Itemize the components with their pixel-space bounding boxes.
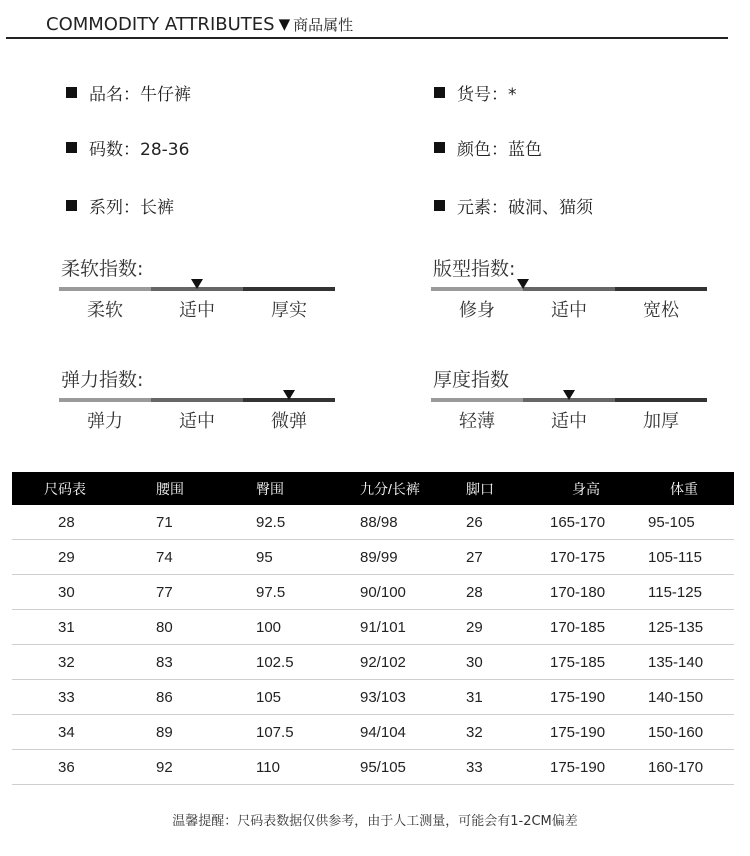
table-cell: 105 xyxy=(252,680,356,715)
thickness-index-label: 适中 xyxy=(551,411,587,432)
elasticity-index-title: 弹力指数: xyxy=(61,369,144,391)
table-cell: 170-175 xyxy=(542,540,640,575)
square-bullet-icon xyxy=(434,200,445,211)
table-cell: 90/100 xyxy=(356,575,460,610)
attribute-text: 码数：28-36 xyxy=(89,139,190,160)
table-cell: 28 xyxy=(12,505,152,540)
section-header xyxy=(46,12,353,36)
softness-index-marker xyxy=(191,279,203,289)
column-header: 尺码表 xyxy=(12,472,152,505)
table-cell: 175-190 xyxy=(542,715,640,750)
table-cell: 28 xyxy=(460,575,542,610)
table-cell: 27 xyxy=(460,540,542,575)
column-header: 腰围 xyxy=(152,472,252,505)
softness-index-title: 柔软指数: xyxy=(61,258,144,280)
table-cell: 26 xyxy=(460,505,542,540)
table-cell: 29 xyxy=(12,540,152,575)
table-row xyxy=(12,715,734,750)
table-row xyxy=(12,575,734,610)
table-row xyxy=(12,505,734,540)
fit-index-marker xyxy=(517,279,529,289)
table-cell: 30 xyxy=(460,645,542,680)
table-cell: 31 xyxy=(460,680,542,715)
softness-index-label: 柔软 xyxy=(87,300,123,321)
table-cell: 175-185 xyxy=(542,645,640,680)
table-cell: 107.5 xyxy=(252,715,356,750)
table-cell: 92/102 xyxy=(356,645,460,680)
table-cell: 150-160 xyxy=(640,715,734,750)
table-cell: 95-105 xyxy=(640,505,734,540)
table-cell: 80 xyxy=(152,610,252,645)
attribute-text: 品名：牛仔裤 xyxy=(89,84,191,105)
fit-index-label: 宽松 xyxy=(643,300,679,321)
thickness-index-label: 加厚 xyxy=(643,411,679,432)
table-cell: 29 xyxy=(460,610,542,645)
table-cell: 110 xyxy=(252,750,356,785)
elasticity-index-label: 弹力 xyxy=(87,411,123,432)
table-cell: 77 xyxy=(152,575,252,610)
table-cell: 170-180 xyxy=(542,575,640,610)
table-row xyxy=(12,645,734,680)
table-cell: 32 xyxy=(12,645,152,680)
elasticity-index-label: 微弹 xyxy=(271,411,307,432)
column-header: 臀围 xyxy=(252,472,356,505)
square-bullet-icon xyxy=(66,87,77,98)
table-cell: 105-115 xyxy=(640,540,734,575)
header-title-en: COMMODITY ATTRIBUTES xyxy=(46,13,275,35)
table-cell: 97.5 xyxy=(252,575,356,610)
table-cell: 71 xyxy=(152,505,252,540)
size-table-header-row xyxy=(12,472,734,505)
table-cell: 31 xyxy=(12,610,152,645)
triangle-down-icon: ▼ xyxy=(278,15,291,33)
square-bullet-icon xyxy=(434,142,445,153)
attribute-text: 颜色：蓝色 xyxy=(457,139,542,160)
table-cell: 165-170 xyxy=(542,505,640,540)
attribute-color xyxy=(434,135,542,159)
table-cell: 160-170 xyxy=(640,750,734,785)
thickness-index-title: 厚度指数 xyxy=(433,369,510,391)
table-cell: 33 xyxy=(12,680,152,715)
table-cell: 92.5 xyxy=(252,505,356,540)
attribute-text: 系列：长裤 xyxy=(89,197,174,218)
table-cell: 89/99 xyxy=(356,540,460,575)
fit-index-bar xyxy=(431,287,707,291)
attribute-text: 元素：破洞、猫须 xyxy=(457,197,593,218)
size-disclaimer-note: 温馨提醒：尺码表数据仅供参考，由于人工测量，可能会有1-2CM偏差 xyxy=(172,814,578,829)
elasticity-index-label: 适中 xyxy=(179,411,215,432)
table-cell: 170-185 xyxy=(542,610,640,645)
column-header: 身高 xyxy=(542,472,640,505)
table-cell: 102.5 xyxy=(252,645,356,680)
square-bullet-icon xyxy=(66,142,77,153)
table-cell: 175-190 xyxy=(542,680,640,715)
table-cell: 95 xyxy=(252,540,356,575)
header-title-cn: 商品属性 xyxy=(293,15,354,34)
header-divider xyxy=(6,37,728,39)
table-cell: 95/105 xyxy=(356,750,460,785)
table-cell: 91/101 xyxy=(356,610,460,645)
square-bullet-icon xyxy=(434,87,445,98)
table-row xyxy=(12,610,734,645)
softness-index-label: 厚实 xyxy=(271,300,307,321)
attribute-elements xyxy=(434,193,593,217)
table-row xyxy=(12,680,734,715)
table-cell: 74 xyxy=(152,540,252,575)
table-cell: 34 xyxy=(12,715,152,750)
softness-index-label: 适中 xyxy=(179,300,215,321)
table-cell: 94/104 xyxy=(356,715,460,750)
table-cell: 88/98 xyxy=(356,505,460,540)
table-cell: 92 xyxy=(152,750,252,785)
table-cell: 86 xyxy=(152,680,252,715)
column-header: 体重 xyxy=(640,472,734,505)
size-table xyxy=(12,472,734,785)
attribute-product-name xyxy=(66,80,191,104)
table-cell: 93/103 xyxy=(356,680,460,715)
fit-index-label: 修身 xyxy=(459,300,495,321)
attribute-series xyxy=(66,193,174,217)
table-cell: 30 xyxy=(12,575,152,610)
table-row xyxy=(12,750,734,785)
table-cell: 32 xyxy=(460,715,542,750)
table-cell: 100 xyxy=(252,610,356,645)
table-cell: 135-140 xyxy=(640,645,734,680)
table-cell: 125-135 xyxy=(640,610,734,645)
table-cell: 83 xyxy=(152,645,252,680)
thickness-index-label: 轻薄 xyxy=(459,411,495,432)
table-cell: 175-190 xyxy=(542,750,640,785)
table-cell: 115-125 xyxy=(640,575,734,610)
table-cell: 33 xyxy=(460,750,542,785)
attribute-item-number xyxy=(434,80,517,104)
table-cell: 36 xyxy=(12,750,152,785)
thickness-index-marker xyxy=(563,390,575,400)
attribute-sizes xyxy=(66,135,189,159)
table-cell: 140-150 xyxy=(640,680,734,715)
attribute-text: 货号：* xyxy=(457,84,517,105)
table-cell: 89 xyxy=(152,715,252,750)
square-bullet-icon xyxy=(66,200,77,211)
fit-index-title: 版型指数: xyxy=(433,258,516,280)
fit-index-label: 适中 xyxy=(551,300,587,321)
column-header: 九分/长裤 xyxy=(356,472,460,505)
elasticity-index-marker xyxy=(283,390,295,400)
column-header: 脚口 xyxy=(460,472,542,505)
table-row xyxy=(12,540,734,575)
